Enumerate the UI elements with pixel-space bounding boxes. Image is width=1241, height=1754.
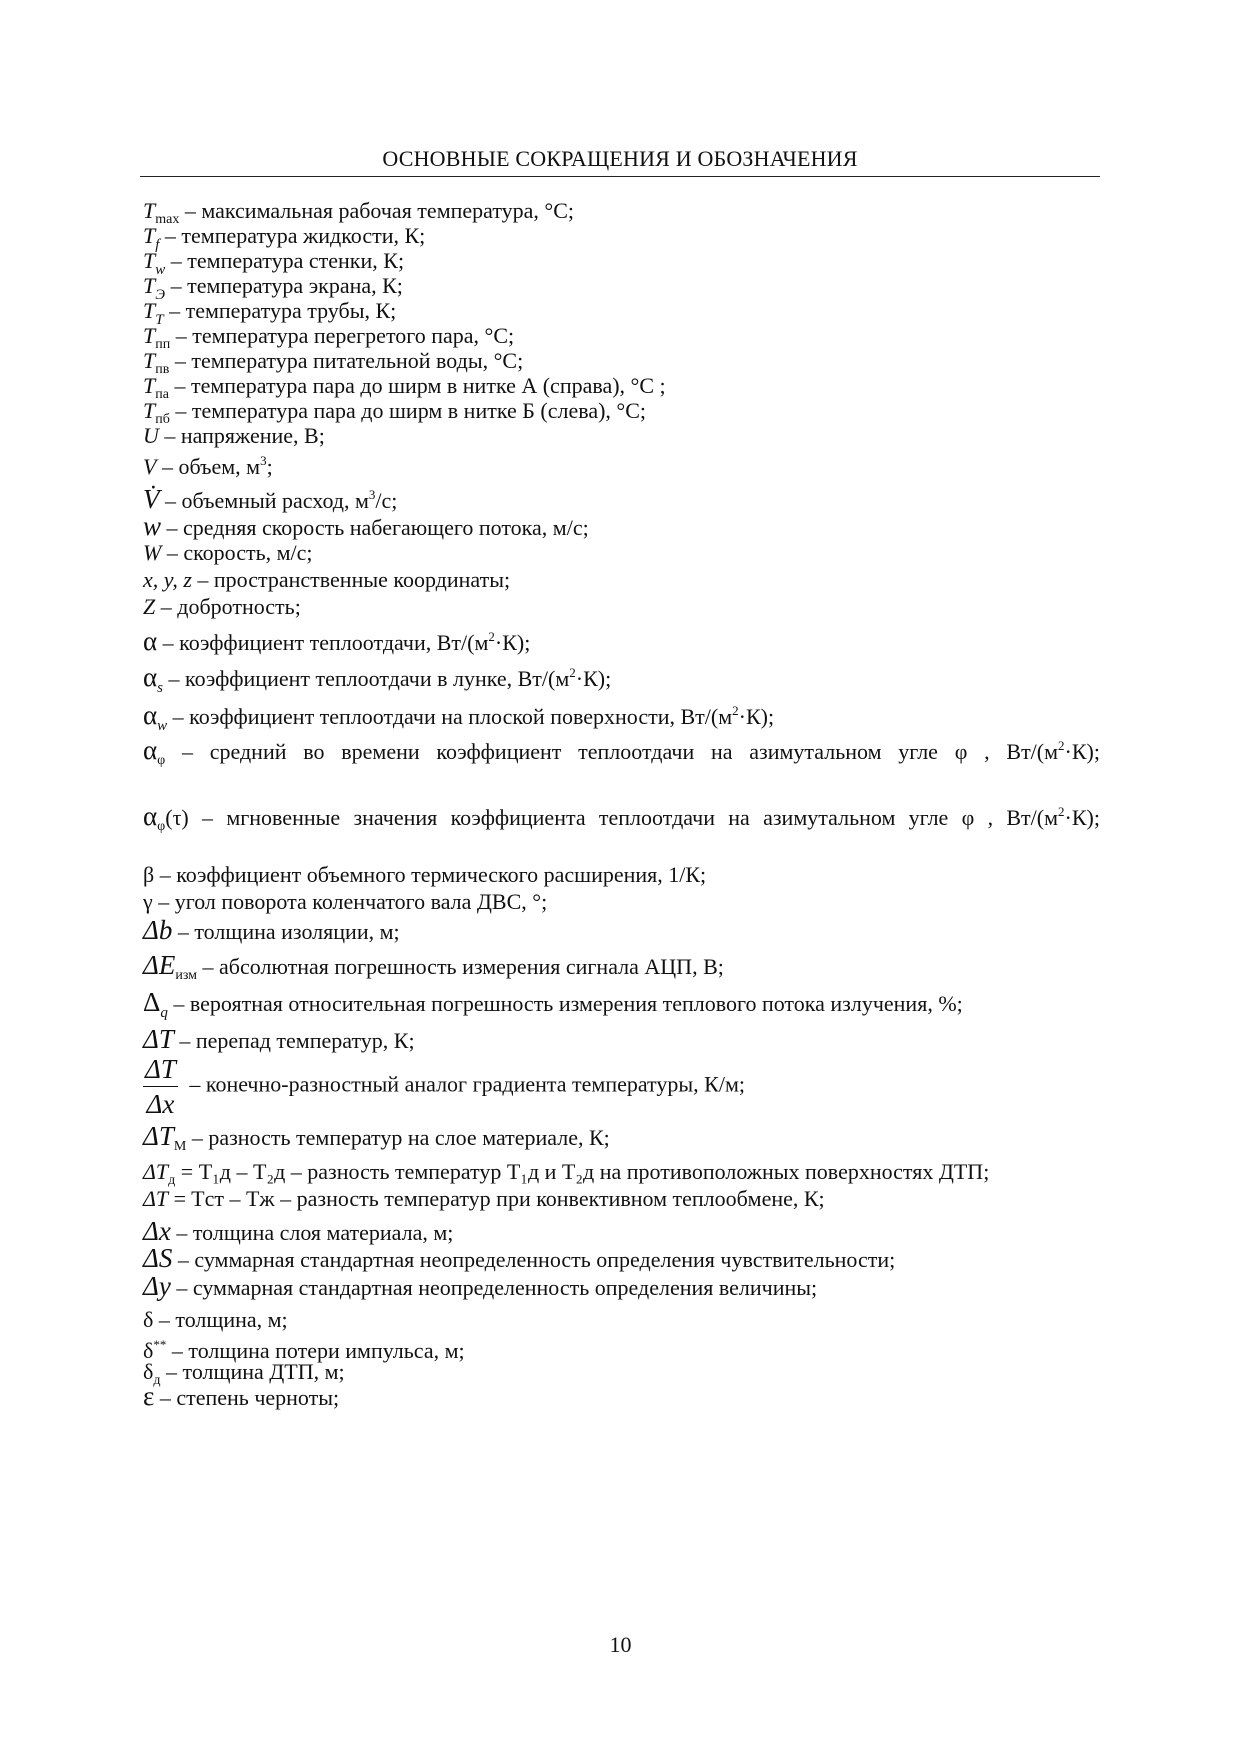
list-item: $\alpha_\varphi(\tau)$ – мгновенные значения коэффициента теплоотдачи на азимутальном угле φ , $Вт/(м^2\cdot К)$; [143,801,1100,834]
list-item: $\alpha_w$ – коэффициент теплоотдачи на плоской поверхности, $Вт/(м^2\cdot К)$; [143,700,775,734]
list-item: $T_{па}$ – температура пара до ширм в нитке А (справа), °С ; [143,373,666,402]
list-item: $\delta_д$ – толщина ДТП, м; [143,1359,345,1388]
list-item: ΔS – суммарная стандартная неопределенность определения чувствительности; [143,1243,896,1273]
list-item: x, y, z – пространственные координаты; [143,567,511,592]
list-item: $T_w$ – температура стенки, К; [143,248,405,278]
list-item: $T_{пв}$ – температура питательной воды, °С; [143,348,524,377]
list-item: V̇ – объемный расход, $м^3/с$; [143,484,398,514]
list-item: $T_T$ – температура трубы, К; [143,298,397,328]
list-item: $\frac{\Delta T}{\Delta x}$ – конечно-разностный аналог градиента температуры, К/м; [145,1054,745,1119]
page-number: 10 [609,1632,632,1657]
list-item: $\Delta T_д = T_1д - T_2д$ – разность температур T₁д и T₂д на противоположных поверхностях ДТП; [143,1159,990,1188]
list-item: Δb – толщина изоляции, м; [143,915,400,945]
list-item: ε – степень черноты; [143,1381,340,1411]
list-item: Δy – суммарная стандартная неопределенность определения величины; [143,1271,818,1301]
list-item: $T_{max}$ – максимальная рабочая температура, °С; [143,198,575,227]
list-item: $\alpha_\varphi$ – средний во времени коэффициент теплоотдачи на азимутальном угле φ , $Вт/(м^2\cdot К)$; [143,735,1100,768]
list-item: δ – толщина, м; [143,1307,288,1332]
list-item: $T_{пп}$ – температура перегретого пара, °С; [143,323,515,352]
fraction: $\frac{\Delta T}{\Delta x}$ [145,1054,176,1119]
list-item: w – средняя скорость набегающего потока, м/с; [143,511,589,541]
list-item: ΔT – перепад температур, К; [143,1024,415,1054]
list-item: $\Delta T_M$ – разность температур на слое материале, К; [143,1121,610,1154]
list-item: W – скорость, м/с; [143,540,313,565]
list-item: $T_f$ – температура жидкости, К; [143,223,426,253]
list-item: V – объем, $м^3$; [143,453,273,479]
list-item: Z – добротность; [143,594,301,619]
list-item: α – коэффициент теплоотдачи, $Вт/(м^2\cdot К)$; [143,626,531,656]
list-item: $T_{пб}$ – температура пара до ширм в нитке Б (слева), °С; [143,398,646,427]
list-item: β – коэффициент объемного термического расширения, 1/К; [143,862,707,887]
list-item: γ – угол поворота коленчатого вала ДВС, °; [143,889,548,914]
list-item: ΔT = Tст – Tж – разность температур при конвективном теплообмене, К; [143,1186,825,1211]
list-item: $T_Э$ – температура экрана, К; [143,273,403,303]
list-item: U – напряжение, В; [143,423,325,448]
list-item: Δx – толщина слоя материала, м; [143,1216,454,1246]
list-item: δ** – толщина потери импульса, м; [143,1337,465,1363]
list-item: $\Delta E_{изм}$ – абсолютная погрешность измерения сигнала АЦП, В; [143,950,724,983]
list-item: $\alpha_s$ – коэффициент теплоотдачи в лунке, $Вт/(м^2\cdot К)$; [143,662,612,696]
page-header-title: ОСНОВНЫЕ СОКРАЩЕНИЯ И ОБОЗНАЧЕНИЯ [382,146,858,171]
list-item: $\Delta_q$ – вероятная относительная погрешность измерения теплового потока излучения, %; [143,987,963,1021]
header-rule [140,176,1100,177]
